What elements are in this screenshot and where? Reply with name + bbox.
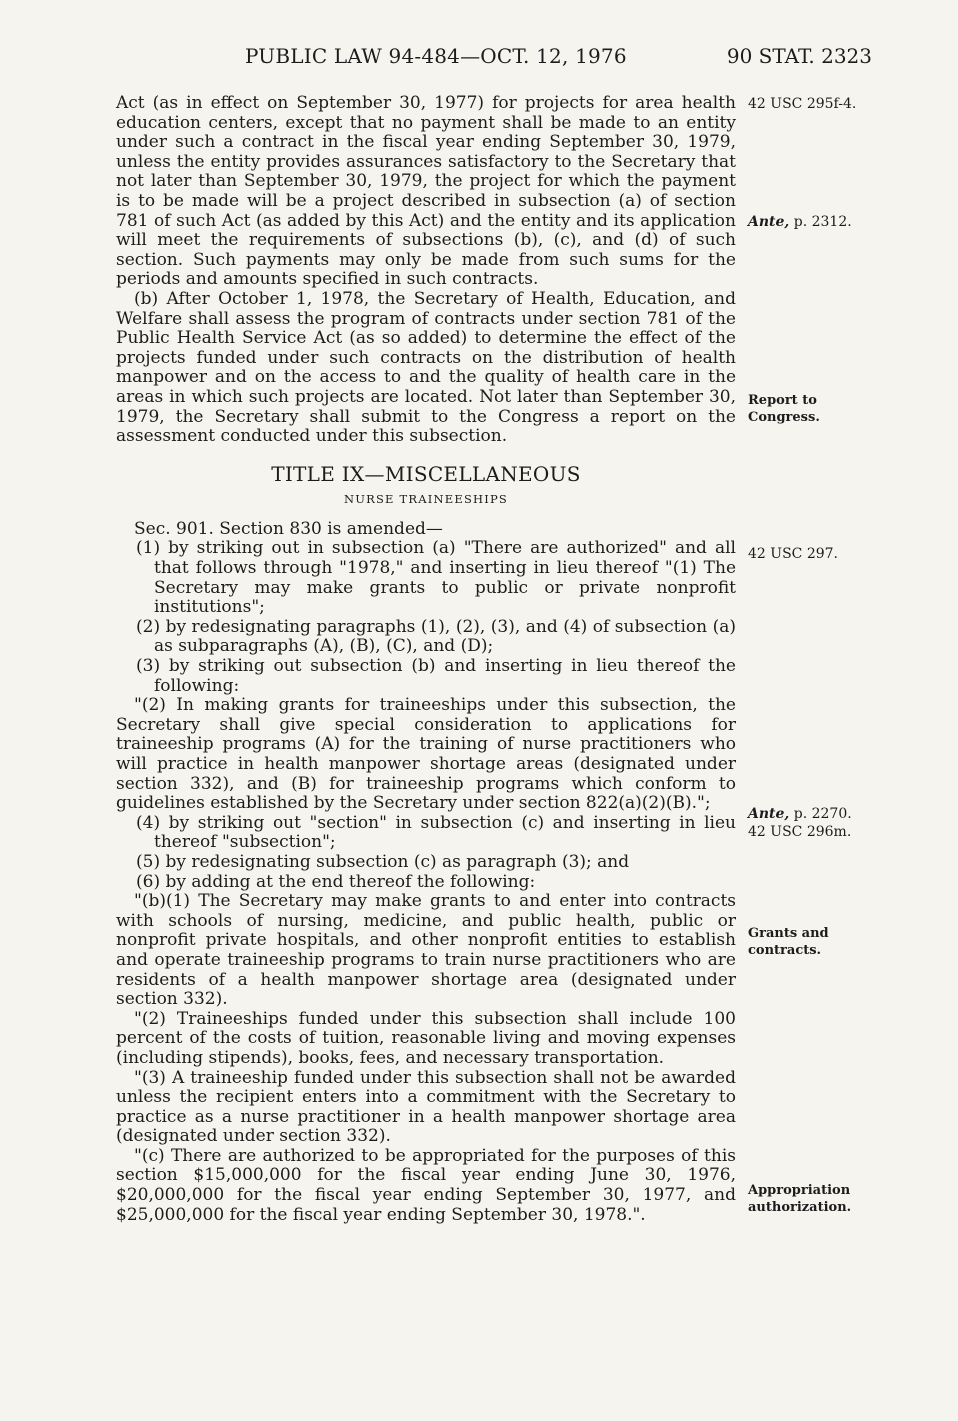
margin-line: authorization. bbox=[748, 1200, 852, 1215]
amendment-item: (6) by adding at the end thereof the following: bbox=[136, 871, 536, 892]
ante-page: p. 2312. bbox=[789, 214, 852, 230]
paragraph: (b) After October 1, 1978, the Secretary of Health, Education, and Welfare shall assess the program of contracts under section 781 of the Public Health Service Act (as so added) to determine the effect of the projects funded under such contracts on the distribution of health manpower and on the access to and the quality of health care in the areas in which such projects are located. Not later than September 30, 1979, the Secretary shall submit to the Congress a report on the assessment conducted under this subsection. bbox=[116, 288, 736, 447]
margin-line: Grants and bbox=[748, 926, 829, 941]
amendment-item: (1) by striking out in subsection (a) "There are authorized" and all that follows through "1978," and inserting in lieu thereof "(1) The Secretary may make grants to public or private nonprofit institutions"; bbox=[136, 538, 736, 618]
ante-page: p. 2270. bbox=[789, 806, 852, 822]
paragraph: Act (as in effect on September 30, 1977) for projects for area health education centers, except that no payment shall be made to an entity under such a contract in the fiscal year ending September 30, 1979, unless the entity provides assurances satisfactory to the Secretary that not later than September 30, 1979, the project for which the payment is to be made will be a project described in subsection (a) of section 781 of such Act (as added by this Act) and the entity and its application will meet the requirements of subsections (b), (c), and (d) of such section. Such payments may only be made from such sums for the periods and amounts specified in such contracts. bbox=[116, 93, 736, 290]
amendment-item: (4) by striking out "section" in subsection (c) and inserting in lieu thereof "subsection"; bbox=[136, 812, 736, 853]
quoted-text: "(2) Traineeships funded under this subsection shall include 100 percent of the costs of tuition, reasonable living and moving expenses (including stipends), books, fees, and necessary transportation. bbox=[116, 1008, 736, 1068]
margin-line: contracts. bbox=[748, 943, 822, 958]
margin-note-appropriation bbox=[748, 1182, 851, 1216]
section-subheading: NURSE TRAINEESHIPS bbox=[343, 492, 509, 507]
margin-line: Report to bbox=[748, 393, 817, 408]
margin-note-grants bbox=[748, 925, 829, 959]
law-text bbox=[116, 94, 736, 1225]
quoted-text: "(3) A traineeship funded under this subsection shall not be awarded unless the recipient enters into a commitment with the Secretary to practice as a nurse practitioner in a health manpower shortage area (designated under section 332). bbox=[116, 1067, 736, 1147]
ante-italic: Ante, bbox=[748, 214, 790, 230]
margin-line: Congress. bbox=[748, 410, 820, 425]
stat-page-number: 90 STAT. 2323 bbox=[726, 44, 872, 68]
margin-note-ante bbox=[748, 806, 852, 823]
amendment-item: (5) by redesignating subsection (c) as paragraph (3); and bbox=[136, 851, 630, 872]
amendment-item: (3) by striking out subsection (b) and inserting in lieu thereof the following: bbox=[136, 656, 736, 696]
quoted-text: "(2) In making grants for traineeships under this subsection, the Secretary shall give special consideration to applications for traineeship programs (A) for the training of nurse practitioners who will practice in health manpower shortage areas (designated under section 332), and (B) for traineeship programs which conform to guidelines established by the Secretary under section 822(a)(2)(B)."; bbox=[116, 695, 736, 814]
margin-note-ante bbox=[748, 214, 852, 231]
margin-note-usc: 42 USC 296m. bbox=[748, 824, 852, 840]
margin-note-report bbox=[748, 392, 820, 426]
quoted-text: "(b)(1) The Secretary may make grants to and enter into contracts with schools of nursing, medicine, and public health, public or nonprofit private hospitals, and other nonprofit entities to establish and operate traineeship programs to train nurse practitioners who are residents of a health manpower shortage area (designated under section 332). bbox=[116, 891, 736, 1010]
margin-line: Appropriation bbox=[748, 1183, 851, 1198]
amendment-item: (2) by redesignating paragraphs (1), (2), (3), and (4) of subsection (a) as subparagraphs (A), (B), (C), and (D); bbox=[136, 616, 736, 657]
quoted-text: "(c) There are authorized to be appropriated for the purposes of this section $15,000,000 for the fiscal year ending June 30, 1976, $20,000,000 for the fiscal year ending September 30, 1977, and $25,000,000 for the fiscal year ending September 30, 1978.". bbox=[116, 1145, 736, 1225]
ante-italic: Ante, bbox=[748, 806, 790, 822]
section-lead: Sec. 901. Section 830 is amended— bbox=[134, 518, 443, 539]
margin-note-usc: 42 USC 295f-4. bbox=[748, 96, 857, 112]
law-citation: PUBLIC LAW 94-484—OCT. 12, 1976 bbox=[245, 44, 627, 68]
title-heading: TITLE IX—MISCELLANEOUS bbox=[271, 461, 581, 486]
page-header bbox=[0, 44, 958, 74]
margin-note-usc: 42 USC 297. bbox=[748, 546, 838, 562]
